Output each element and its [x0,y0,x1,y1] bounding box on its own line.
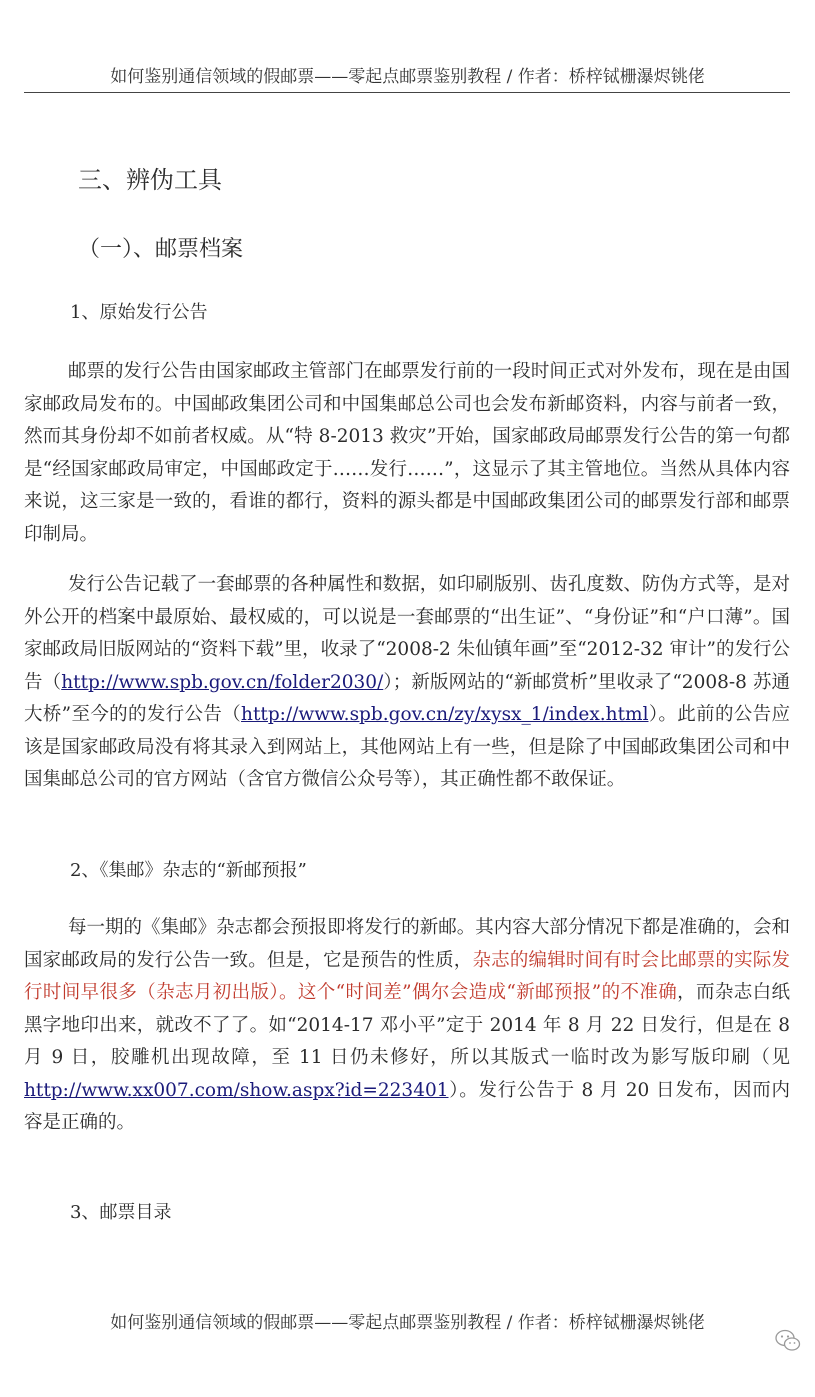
section-subtitle: （一）、邮票档案 [78,237,244,262]
paragraph-3-text-b: ，而杂志白纸黑字地印出来，就改不了了。如“2014-17 邓小平”定于 2014 年 8 月 22 日发行，但是在 8 月 9 日，胶雕机出现故障，至 11 日仍未修好，所以其版式一临时改为影写版印刷（见 [24,982,790,1068]
header-rule [24,92,790,93]
paragraph-1: 邮票的发行公告由国家邮政主管部门在邮票发行前的一段时间正式对外发布，现在是由国家邮政局发布的。中国邮政集团公司和中国集邮总公司也会发布新邮资料，内容与前者一致，然而其身份却不如前者权威。从“特 8-2013 救灾”开始，国家邮政局邮票发行公告的第一句都是“经国家邮政局审定，中国邮政定于……发行……”，这显示了其主管地位。当然从具体内容来说，这三家是一致的，看谁的都行，资料的源头都是中国邮政集团公司的邮票发行部和邮票印制局。 [24,361,790,545]
spb-xysx-link[interactable]: http://www.spb.gov.cn/zy/xysx_1/index.html [241,704,649,725]
item-heading-2: 2、《集邮》杂志的“新邮预报” [70,860,307,881]
paragraph-2 [24,569,790,797]
paragraph-2-text-a: 发行公告记载了一套邮票的各种属性和数据，如印刷版别、齿孔度数、防伪方式等，是对外公开的档案中最原始、最权威的，可以说是一套邮票的“出生证”、“身份证”和“户口薄”。国家邮政局旧版网站的“资料下载”里，收录了“2008-2 朱仙镇年画”至“2012-32 审计”的发行公告（ [24,574,790,693]
spb-folder-link[interactable]: http://www.spb.gov.cn/folder2030/ [61,671,384,693]
paragraph-3 [24,912,790,1140]
section-title: 三、辨伪工具 [78,166,222,194]
item-heading-3: 3、邮票目录 [70,1202,172,1223]
xx007-link[interactable]: http://www.xx007.com/show.aspx?id=223401 [24,1079,449,1101]
paragraph-3-text-a: 每一期的《集邮》杂志都会预报即将发行的新邮。其内容大部分情况下都是准确的，会和国家邮政局的发行公告一致。但是，它是预告的性质， [24,917,790,971]
page-footer: 如何鉴别通信领域的假邮票——零起点邮票鉴别教程 / 作者：桥梓铽栅瀑烬铫佬 [110,1313,705,1333]
paragraph-2-text-b: ）；新版网站的“新邮赏析”里收录了“2008-8 苏通大桥”至今的的发行公告（ [24,671,790,725]
paragraph-3-highlight: 杂志的编辑时间有时会比邮票的实际发行时间早很多（杂志月初出版）。这个“时间差”偶尔会造成“新邮预报”的不准确 [24,949,790,1003]
page-header: 如何鉴别通信领域的假邮票——零起点邮票鉴别教程 / 作者：桥梓铽栅瀑烬铫佬 [110,67,705,87]
item-heading-1: 1、原始发行公告 [70,302,208,323]
paragraph-3-text-c: ）。发行公告于 8 月 20 日发布，因而内容是正确的。 [24,1079,790,1133]
wechat-icon [773,1326,803,1356]
paragraph-2-text-c: ）。此前的公告应该是国家邮政局没有将其录入到网站上，其他网站上有一些，但是除了中国邮政集团公司和中国集邮总公司的官方网站（含官方微信公众号等），其正确性都不敢保证。 [24,704,790,790]
